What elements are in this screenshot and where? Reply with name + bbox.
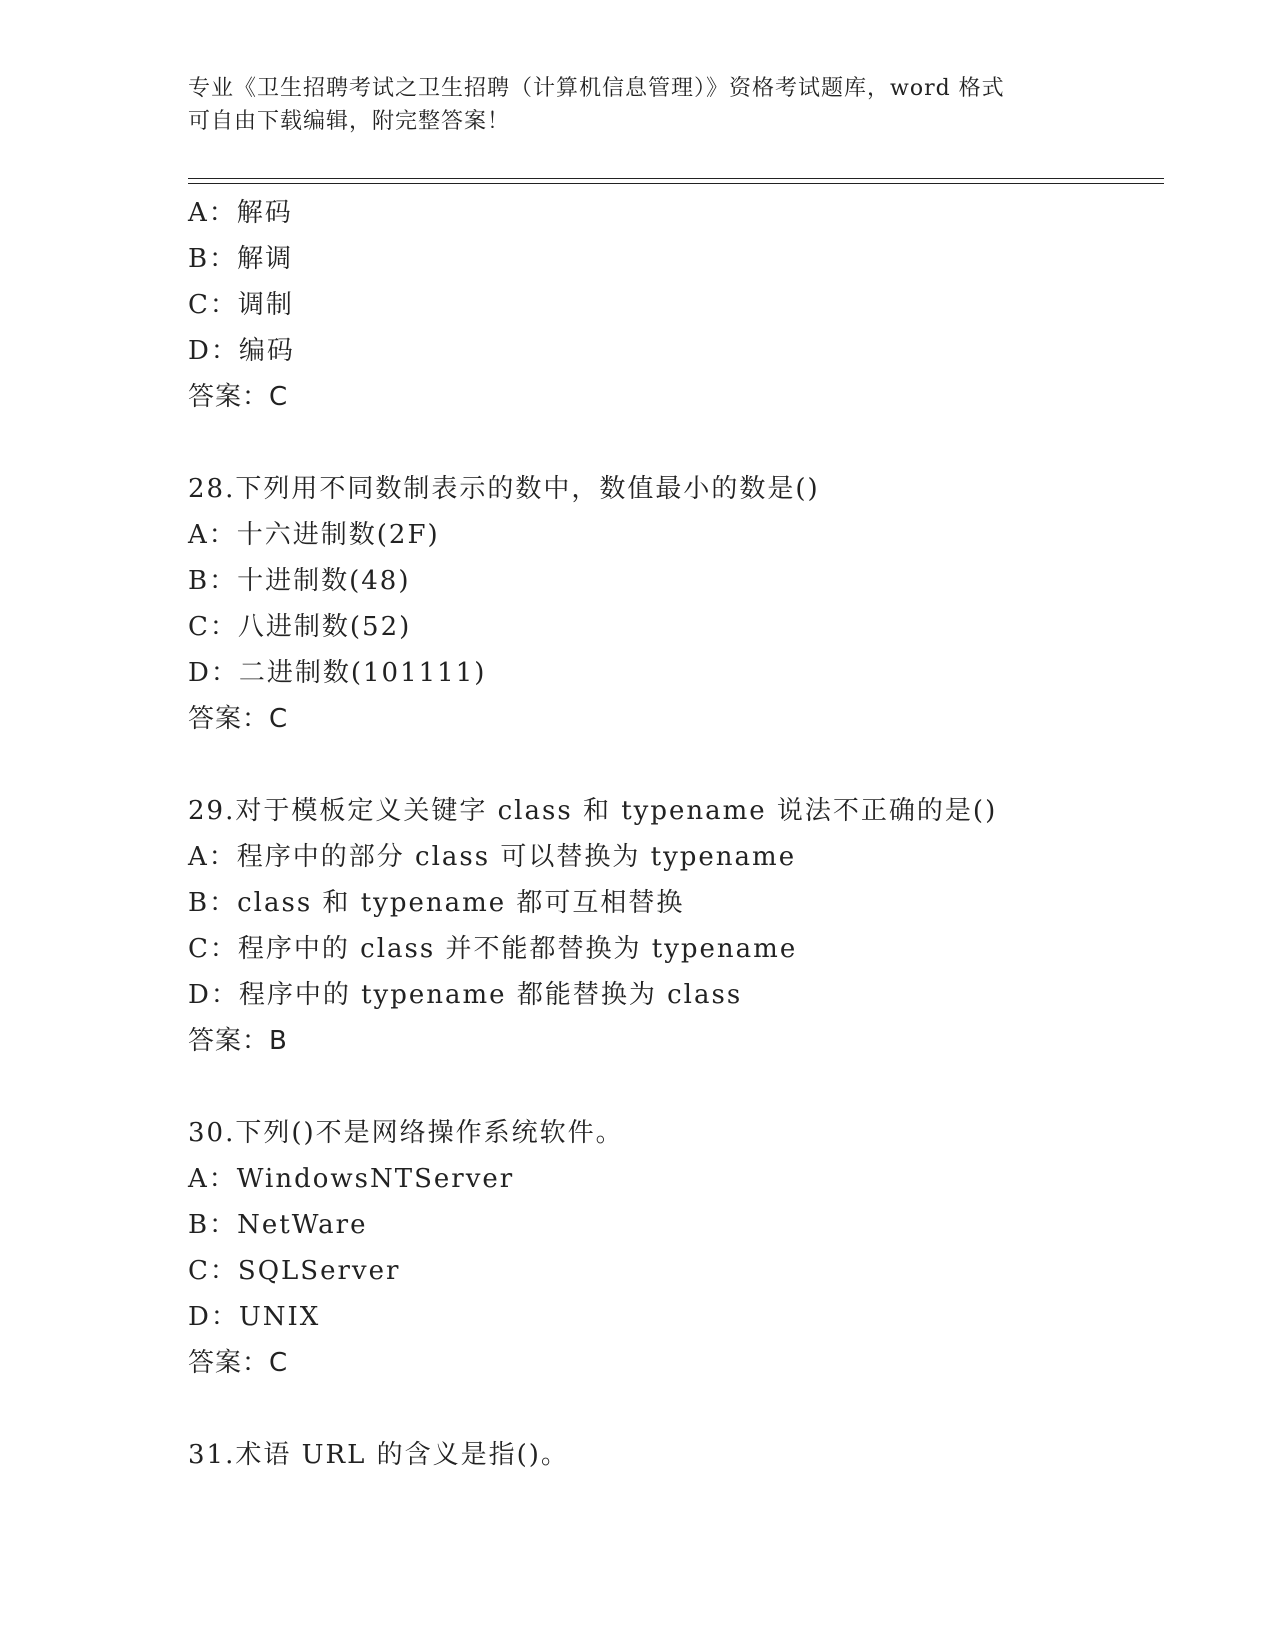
header-divider-bottom bbox=[188, 183, 1164, 184]
block-spacer bbox=[188, 1386, 1168, 1432]
option-a: A：解码 bbox=[188, 198, 293, 228]
answer: 答案：C bbox=[188, 704, 289, 734]
option-b: B：NetWare bbox=[188, 1210, 368, 1240]
option-c: C：程序中的 class 并不能都替换为 typename bbox=[188, 934, 798, 964]
header-line-1: 专业《卫生招聘考试之卫生招聘（计算机信息管理）》资格考试题库，word 格式 bbox=[188, 76, 1005, 101]
option-b: B：class 和 typename 都可互相替换 bbox=[188, 888, 685, 918]
question-block bbox=[188, 190, 1168, 420]
question-list bbox=[188, 190, 1168, 1478]
option-a: A：程序中的部分 class 可以替换为 typename bbox=[188, 842, 797, 872]
answer: 答案：B bbox=[188, 1026, 288, 1056]
option-c: C：八进制数(52) bbox=[188, 612, 412, 642]
block-spacer bbox=[188, 742, 1168, 788]
question-text: 30.下列()不是网络操作系统软件。 bbox=[188, 1118, 624, 1148]
question-block bbox=[188, 466, 1168, 742]
block-spacer bbox=[188, 420, 1168, 466]
option-d: D：编码 bbox=[188, 336, 295, 366]
option-b: B：解调 bbox=[188, 244, 294, 274]
answer: 答案：C bbox=[188, 382, 289, 412]
option-d: D：程序中的 typename 都能替换为 class bbox=[188, 980, 743, 1010]
block-spacer bbox=[188, 1064, 1168, 1110]
question-block bbox=[188, 1110, 1168, 1386]
header-divider-top bbox=[188, 178, 1164, 179]
question-text: 28.下列用不同数制表示的数中，数值最小的数是() bbox=[188, 474, 820, 504]
option-a: A：十六进制数(2F) bbox=[188, 520, 440, 550]
option-d: D：UNIX bbox=[188, 1302, 321, 1332]
option-c: C：SQLServer bbox=[188, 1256, 401, 1286]
question-text: 29.对于模板定义关键字 class 和 typename 说法不正确的是() bbox=[188, 796, 998, 826]
option-c: C：调制 bbox=[188, 290, 294, 320]
question-block bbox=[188, 1432, 1168, 1478]
option-b: B：十进制数(48) bbox=[188, 566, 411, 596]
answer: 答案：C bbox=[188, 1348, 289, 1378]
document-header bbox=[188, 72, 1088, 138]
option-d: D：二进制数(101111) bbox=[188, 658, 487, 688]
question-text: 31.术语 URL 的含义是指()。 bbox=[188, 1440, 569, 1470]
question-block bbox=[188, 788, 1168, 1064]
option-a: A：WindowsNTServer bbox=[188, 1164, 515, 1194]
header-line-2: 可自由下载编辑，附完整答案！ bbox=[188, 109, 511, 134]
